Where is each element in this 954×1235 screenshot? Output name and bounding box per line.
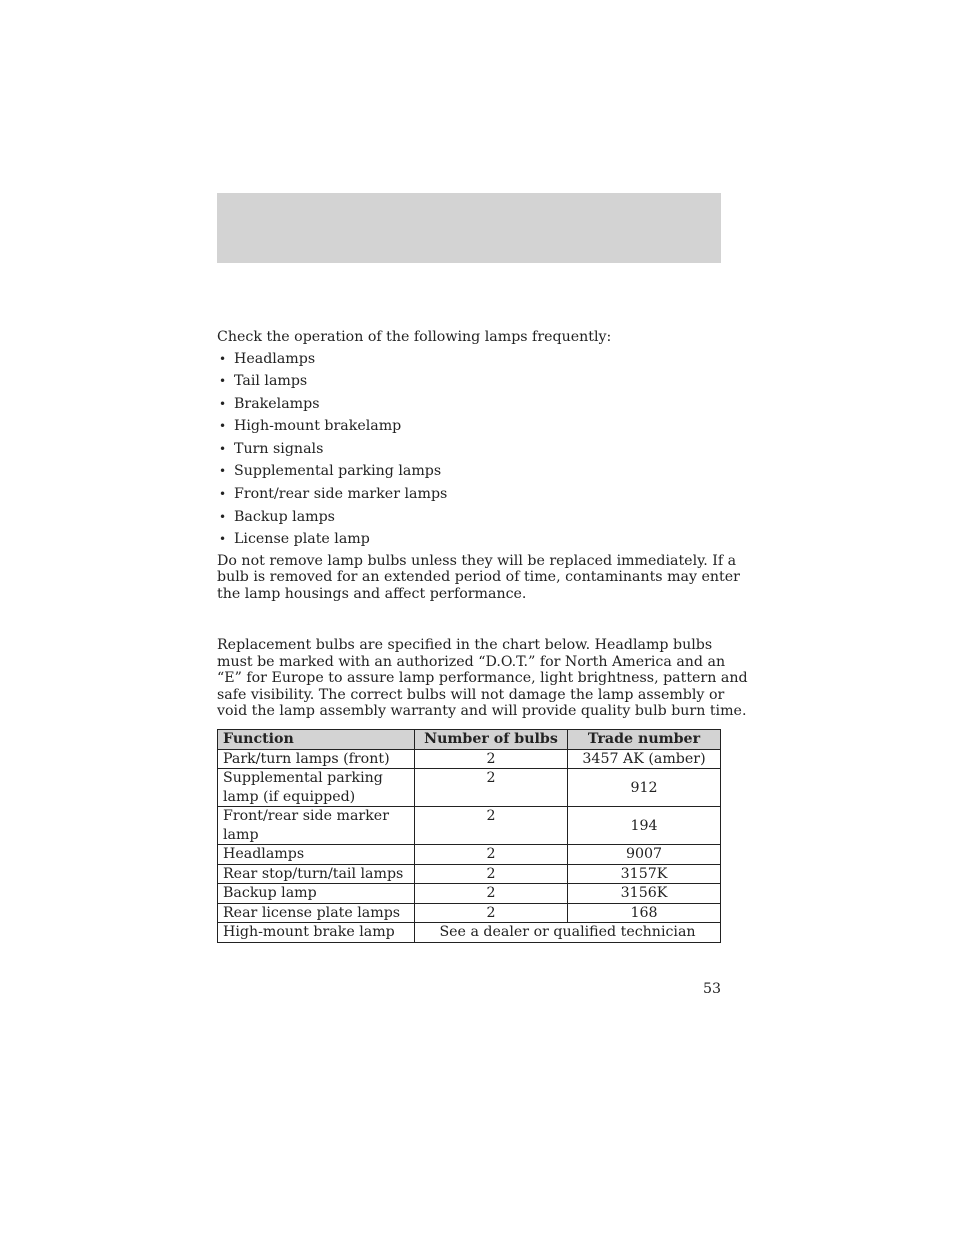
function-cell <box>218 769 415 807</box>
list-item-label: High-mount brakelamp <box>234 418 402 435</box>
list-item <box>217 486 721 509</box>
table-header-row <box>218 729 721 749</box>
paragraph-line: Do not remove lamp bulbs unless they will be replaced immediately. If a <box>217 552 737 569</box>
bullet-icon: • <box>219 396 227 411</box>
paragraph-line: safe visibility. The correct bulbs will not damage the lamp assembly or <box>217 686 725 703</box>
dealer-note-cell: See a dealer or qualified technician <box>415 923 721 943</box>
replacement-bulbs-paragraph <box>217 637 748 720</box>
bullet-icon: • <box>219 532 227 547</box>
lamp-check-list <box>217 351 721 554</box>
function-cell-line: lamp (if equipped) <box>223 788 356 805</box>
trade-number-cell: 9007 <box>568 845 721 865</box>
bulb-count-cell: 2 <box>415 903 568 923</box>
column-header-trade-number: Trade number <box>568 729 721 749</box>
list-item-label: Supplemental parking lamps <box>234 463 442 480</box>
list-item-label: Front/rear side marker lamps <box>234 486 448 503</box>
table-row <box>218 923 721 943</box>
bulb-count-cell: 2 <box>415 749 568 769</box>
bulb-count-cell: 2 <box>415 807 568 845</box>
intro-text: Check the operation of the following lamps frequently: <box>217 329 612 345</box>
function-cell: High-mount brake lamp <box>218 923 415 943</box>
bullet-icon: • <box>219 509 227 524</box>
function-cell: Park/turn lamps (front) <box>218 749 415 769</box>
paragraph-line: must be marked with an authorized “D.O.T.” for North America and an <box>217 653 726 670</box>
bulb-specification-table <box>217 729 721 943</box>
list-item-label: Tail lamps <box>234 373 308 390</box>
table-row <box>218 845 721 865</box>
list-item-label: License plate lamp <box>234 531 370 548</box>
trade-number-cell: 3156K <box>568 884 721 904</box>
bulb-removal-warning <box>217 552 740 603</box>
column-header-number-of-bulbs: Number of bulbs <box>415 729 568 749</box>
paragraph-line: Replacement bulbs are specified in the chart below. Headlamp bulbs <box>217 637 713 654</box>
bulb-count-cell: 2 <box>415 864 568 884</box>
list-item <box>217 509 721 532</box>
trade-number-cell: 3457 AK (amber) <box>568 749 721 769</box>
list-item <box>217 396 721 419</box>
trade-number-cell: 168 <box>568 903 721 923</box>
list-item-label: Brakelamps <box>234 395 320 412</box>
paragraph-line: “E” for Europe to assure lamp performance, light brightness, pattern and <box>217 670 748 687</box>
list-item <box>217 531 721 554</box>
function-cell: Backup lamp <box>218 884 415 904</box>
function-cell: Rear stop/turn/tail lamps <box>218 864 415 884</box>
list-item <box>217 418 721 441</box>
list-item-label: Headlamps <box>234 350 316 367</box>
list-item <box>217 463 721 486</box>
bullet-icon: • <box>219 441 227 456</box>
bulb-count-cell: 2 <box>415 769 568 807</box>
function-cell-line: lamp <box>223 826 259 843</box>
column-header-function: Function <box>218 729 415 749</box>
bullet-icon: • <box>219 374 227 389</box>
page-content <box>217 329 748 943</box>
list-item <box>217 373 721 396</box>
trade-number-cell: 912 <box>568 769 721 807</box>
bullet-icon: • <box>219 351 227 366</box>
bulb-count-cell: 2 <box>415 884 568 904</box>
list-item <box>217 441 721 464</box>
table-row <box>218 864 721 884</box>
section-header-band <box>217 193 721 263</box>
function-cell-line: Supplemental parking <box>223 770 383 787</box>
function-cell <box>218 807 415 845</box>
table-row <box>218 749 721 769</box>
function-cell: Rear license plate lamps <box>218 903 415 923</box>
bullet-icon: • <box>219 487 227 502</box>
function-cell-line: Front/rear side marker <box>223 808 389 825</box>
function-cell: Headlamps <box>218 845 415 865</box>
paragraph-line: void the lamp assembly warranty and will provide quality bulb burn time. <box>217 703 747 720</box>
table-row <box>218 884 721 904</box>
list-item-label: Turn signals <box>234 440 324 457</box>
table-row <box>218 903 721 923</box>
trade-number-cell: 3157K <box>568 864 721 884</box>
bulb-count-cell: 2 <box>415 845 568 865</box>
paragraph-line: the lamp housings and affect performance. <box>217 585 527 602</box>
list-item <box>217 351 721 374</box>
bullet-icon: • <box>219 464 227 479</box>
paragraph-line: bulb is removed for an extended period of time, contaminants may enter <box>217 569 740 586</box>
trade-number-cell: 194 <box>568 807 721 845</box>
page-number: 53 <box>702 981 721 997</box>
table-row <box>218 807 721 845</box>
list-item-label: Backup lamps <box>234 508 335 525</box>
bullet-icon: • <box>219 419 227 434</box>
table-row <box>218 769 721 807</box>
